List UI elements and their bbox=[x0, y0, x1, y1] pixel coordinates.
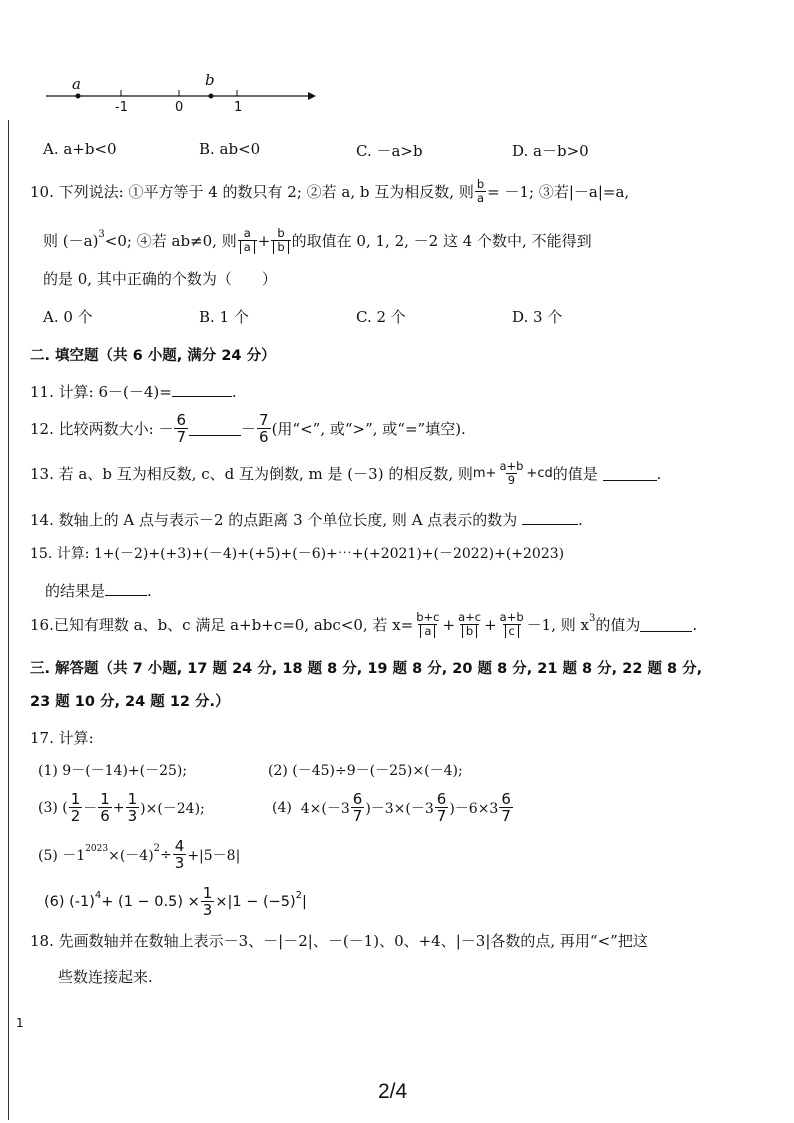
q17-part-1: (1) 9－(－14)+(－25); bbox=[38, 763, 188, 779]
section-3-heading-line2: 23 题 10 分, 24 题 12 分.） bbox=[30, 694, 230, 710]
q10-fraction-b-abs-b: $\frac{b}{b}$ bbox=[271, 227, 290, 254]
q12: 12. 比较两数大小: － $\frac{6}{7}$ － $\frac{7}{6}$ (用“<”, 或“>”, 或“=”填空). bbox=[30, 411, 466, 446]
scan-edge-line bbox=[8, 120, 9, 1120]
q10-fraction-a-abs-a: $\frac{a}{a}$ bbox=[238, 227, 257, 254]
q17-part-6: (6) (-1) $^4$ + (1 − 0.5) × $\frac{1}{3}$ ×|1 − (−5) $^2$ | bbox=[44, 884, 307, 919]
point-b bbox=[209, 94, 214, 99]
q10-option-c: C. 2 个 bbox=[356, 308, 406, 326]
q17-part-4: (4) 4×(－3 $\frac{6}{7}$ )－3×(－3 $\frac{6}{7}$ )－6×3 $\frac{6}{7}$ bbox=[272, 790, 511, 825]
q9-option-a: A. a+b<0 bbox=[43, 140, 117, 158]
tick-label-0: 0 bbox=[175, 100, 184, 115]
q9-option-c: C. －a>b bbox=[356, 142, 423, 160]
q10-option-b: B. 1 个 bbox=[199, 308, 249, 326]
q10-option-d: D. 3 个 bbox=[512, 308, 563, 326]
margin-mark: 1 bbox=[16, 1016, 24, 1030]
q9-option-b: B. ab<0 bbox=[199, 140, 261, 158]
q15-line2: 的结果是 . bbox=[45, 582, 152, 600]
label-a: a bbox=[72, 75, 81, 93]
q10-text-2c: 的取值在 0, 1, 2, －2 这 4 个数中, 不能得到 bbox=[291, 232, 592, 250]
page-number: 2/4 bbox=[378, 1080, 408, 1103]
q12-fraction-2: $\frac{7}{6}$ bbox=[259, 411, 269, 446]
q12-fraction-1: $\frac{6}{7}$ bbox=[176, 411, 186, 446]
q16-fraction-1: $\frac{b+c}{a}$ bbox=[416, 610, 440, 638]
label-b: b bbox=[205, 71, 215, 89]
section-3-heading-line1: 三. 解答题（共 7 小题, 17 题 24 分, 18 题 8 分, 19 题 8 分, 20 题 8 分, 21 题 8 分, 22 题 8 分, bbox=[30, 661, 703, 677]
q17-part-2: (2) (－45)÷9－(－25)×(－4); bbox=[268, 763, 463, 779]
q10-option-a: A. 0 个 bbox=[43, 308, 93, 326]
q16: 16.已知有理数 a、b、c 满足 a+b+c=0, abc<0, 若 x= $\frac{b+c}{a}$ + $\frac{a+c}{b}$ + $\frac{a+b}{c}$ －1, 则 x $^3$ 的值为 . bbox=[30, 610, 698, 638]
q10-line3: 的是 0, 其中正确的个数为（ ） bbox=[43, 270, 277, 288]
q18-line2: 些数连接起来. bbox=[58, 968, 153, 986]
q10-text-1: 10. 下列说法: ①平方等于 4 的数只有 2; ②若 a, b 互为相反数, 则 bbox=[30, 183, 474, 201]
q10-text-2a: 则 (－a) bbox=[43, 232, 99, 250]
q10-text-2b: <0; ④若 ab≠0, 则 bbox=[104, 232, 237, 250]
q10-fraction-b-over-a: $\frac{b}{a}$ bbox=[476, 177, 485, 205]
point-a bbox=[76, 94, 81, 99]
q10-text-1b: = －1; ③若|－a|=a, bbox=[487, 183, 630, 201]
q10-line2: 则 (－a) $^3$ <0; ④若 ab≠0, 则 $\frac{a}{a}$ + $\frac{b}{b}$ 的取值在 0, 1, 2, －2 这 4 个数中, 不能得到 bbox=[43, 226, 592, 254]
q9-option-d: D. a－b>0 bbox=[512, 142, 589, 160]
q17-part-5: (5) －1 $^{2023}$ ×(－4) $^2$ ÷ $\frac{4}{3}$ +|5－8| bbox=[38, 837, 241, 872]
tick-label-neg1: -1 bbox=[115, 100, 128, 115]
q13-fraction: $\frac{a+b}{9}$ bbox=[499, 459, 524, 487]
number-line-arrow bbox=[308, 92, 316, 100]
q17-title: 17. 计算: bbox=[30, 729, 94, 747]
q16-fraction-3: $\frac{a+b}{c}$ bbox=[499, 610, 524, 638]
q11: 11. 计算: 6－(－4)= . bbox=[30, 383, 237, 401]
q16-fraction-2: $\frac{a+c}{b}$ bbox=[458, 610, 482, 638]
q14: 14. 数轴上的 A 点与表示－2 的点距离 3 个单位长度, 则 A 点表示的数为 . bbox=[30, 511, 583, 529]
section-2-heading: 二. 填空题（共 6 小题, 满分 24 分） bbox=[30, 348, 276, 364]
tick-label-1: 1 bbox=[234, 100, 243, 115]
q15-line1: 15. 计算: 1+(－2)+(+3)+(－4)+(+5)+(－6)+⋯+(+2021)+(－2022)+(+2023) bbox=[30, 546, 565, 562]
q13: 13. 若 a、b 互为相反数, c、d 互为倒数, m 是 (－3) 的相反数, 则 m+ $\frac{a+b}{9}$ +cd 的值是 . bbox=[30, 459, 662, 487]
q18-line1: 18. 先画数轴并在数轴上表示－3、－|－2|、－(－1)、0、+4、|－3|各数的点, 再用“<”把这 bbox=[30, 932, 648, 950]
q17-part-3: (3) ( $\frac{1}{2}$ － $\frac{1}{6}$ + $\frac{1}{3}$ )×(－24); bbox=[38, 790, 205, 825]
q10-line1 bbox=[30, 178, 629, 205]
